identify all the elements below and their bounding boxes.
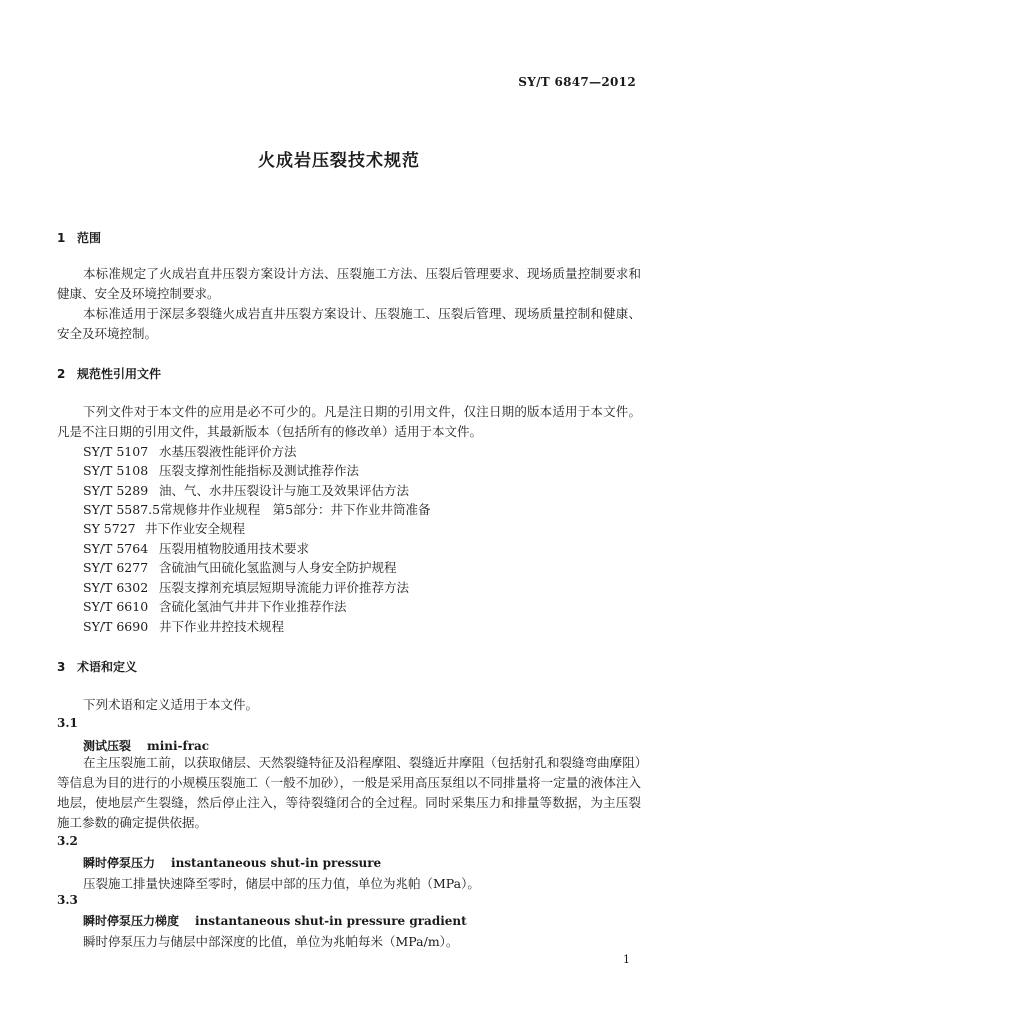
reference-item [83,481,409,499]
reference-item [83,500,431,518]
reference-code: SY 5727 [83,521,136,536]
section-2-intro: 下列文件对于本文件的应用是必不可少的。凡是注日期的引用文件，仅注日期的版本适用于本文件。凡是不注日期的引用文件，其最新版本（包括所有的修改单）适用于本文件。 [57,404,641,439]
term-definition: 压裂施工排量快速降至零时，储层中部的压力值，单位为兆帕（MPa）。 [83,876,480,891]
reference-code: SY/T 5107 [83,444,149,459]
term-definition: 瞬时停泵压力与储层中部深度的比值，单位为兆帕每米（MPa/m）。 [83,934,459,949]
section-3-intro: 下列术语和定义适用于本文件。 [83,697,259,712]
reference-title: 常规修井作业规程 第5部分：井下作业井筒准备 [160,502,431,517]
section-1-heading [57,229,101,246]
section-number: 2 [57,367,66,381]
reference-title: 压裂用植物胶通用技术要求 [159,541,310,556]
reference-code: SY/T 5587.5 [83,502,161,517]
reference-item [83,578,409,596]
reference-code: SY/T 6610 [83,599,149,614]
term-name [83,854,381,871]
term-name-en: mini-frac [147,739,210,753]
reference-title: 压裂支撑剂性能指标及测试推荐作法 [159,463,360,478]
page-number: 1 [623,953,630,966]
section-1-paragraph-1: 本标准规定了火成岩直井压裂方案设计方法、压裂施工方法、压裂后管理要求、现场质量控制要求和健康、安全及环境控制要求。 [57,266,641,301]
section-number: 1 [57,231,66,245]
reference-code: SY/T 6277 [83,560,149,575]
reference-item [83,442,297,460]
term-number: 3.1 [57,716,78,730]
term-name-cn: 测试压裂 [83,739,132,753]
reference-item [83,597,347,615]
standard-code: SY/T 6847—2012 [518,75,636,89]
section-title: 规范性引用文件 [77,367,162,381]
term-definition: 在主压裂施工前，以获取储层、天然裂缝特征及沿程摩阻、裂缝近井摩阻（包括射孔和裂缝弯曲摩阻）等信息为目的进行的小规模压裂施工（一般不加砂），一般是采用高压泵组以不同排量将一定量的液体注入地层，使地层产生裂缝，然后停止注入，等待裂缝闭合的全过程。同时采集压力和排量等数据，为主压裂施工参数的确定提供依据。 [57,755,641,830]
section-title: 范围 [77,231,102,245]
reference-title: 水基压裂液性能评价方法 [159,444,297,459]
reference-code: SY/T 5108 [83,463,149,478]
reference-item [83,617,284,635]
section-1-paragraph-2: 本标准适用于深层多裂缝火成岩直井压裂方案设计、压裂施工、压裂后管理、现场质量控制和健康、安全及环境控制。 [57,306,641,341]
term-name-en: instantaneous shut-in pressure gradient [195,914,467,928]
reference-code: SY/T 6690 [83,619,149,634]
reference-item [83,539,309,557]
reference-code: SY/T 5764 [83,541,149,556]
section-number: 3 [57,660,66,674]
section-2-heading [57,365,161,382]
term-name-en: instantaneous shut-in pressure [171,856,382,870]
term-number: 3.2 [57,834,78,848]
reference-item [83,558,397,576]
reference-title: 压裂支撑剂充填层短期导流能力评价推荐方法 [159,580,410,595]
term-name [83,912,467,929]
term-number: 3.3 [57,893,78,907]
reference-item [83,519,245,537]
reference-code: SY/T 6302 [83,580,149,595]
reference-title: 井下作业安全规程 [145,521,246,536]
term-name-cn: 瞬时停泵压力梯度 [83,914,180,928]
reference-code: SY/T 5289 [83,483,149,498]
reference-title: 井下作业井控技术规程 [159,619,285,634]
document-title: 火成岩压裂技术规范 [258,151,420,171]
term-name [83,737,209,754]
reference-item [83,461,359,479]
reference-title: 含硫化氢油气井井下作业推荐作法 [159,599,347,614]
section-title: 术语和定义 [77,660,138,674]
section-3-heading [57,658,137,675]
term-name-cn: 瞬时停泵压力 [83,856,156,870]
reference-title: 含硫油气田硫化氢监测与人身安全防护规程 [159,560,397,575]
reference-title: 油、气、水井压裂设计与施工及效果评估方法 [159,483,410,498]
